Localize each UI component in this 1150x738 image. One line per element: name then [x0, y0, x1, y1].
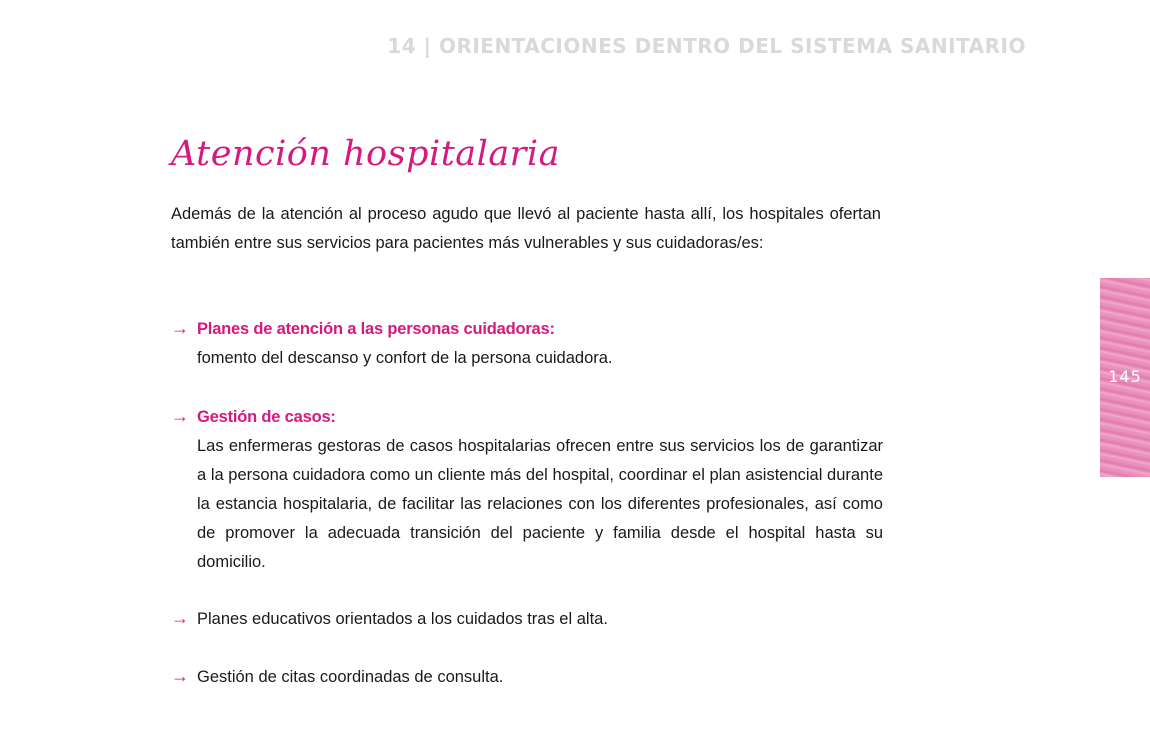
page-tab	[1100, 278, 1150, 477]
intro-paragraph: Además de la atención al proceso agudo que llevó al paciente hasta allí, los hospitales ofertan también entre sus servicios para pacientes más vulnerables y sus cuidadoras/es:	[171, 205, 881, 252]
page-number: 145	[1108, 367, 1142, 386]
arrow-right-icon: →	[171, 406, 189, 426]
list-item-label: Gestión de casos:	[197, 408, 336, 426]
list-item-text: Planes educativos orientados a los cuidados tras el alta.	[197, 610, 608, 628]
list-item-gestion-casos	[171, 402, 883, 577]
list-item-body: Las enfermeras gestoras de casos hospitalarias ofrecen entre sus servicios los de garantizar a la persona cuidadora como un cliente más del hospital, coordinar el plan asistencial durante la estancia hospitalaria, de facilitar las relaciones con los diferentes profesionales, así como de promover la adecuada transición del paciente y familia desde el hospital hasta su domicilio.	[197, 437, 883, 571]
section-title: Atención hospitalaria	[171, 134, 560, 174]
arrow-right-icon: →	[171, 666, 189, 686]
arrow-right-icon: →	[171, 318, 189, 338]
list-item-planes-atencion	[171, 314, 883, 373]
arrow-right-icon: →	[171, 608, 189, 628]
list-item-text: Gestión de citas coordinadas de consulta.	[197, 668, 504, 686]
list-item-planes-educativos	[171, 604, 883, 634]
list-item-gestion-citas	[171, 662, 883, 692]
list-item-body: fomento del descanso y confort de la persona cuidadora.	[197, 349, 613, 367]
list-item-label: Planes de atención a las personas cuidadoras:	[197, 320, 555, 338]
running-header: 14 | ORIENTACIONES DENTRO DEL SISTEMA SANITARIO	[387, 34, 1026, 58]
